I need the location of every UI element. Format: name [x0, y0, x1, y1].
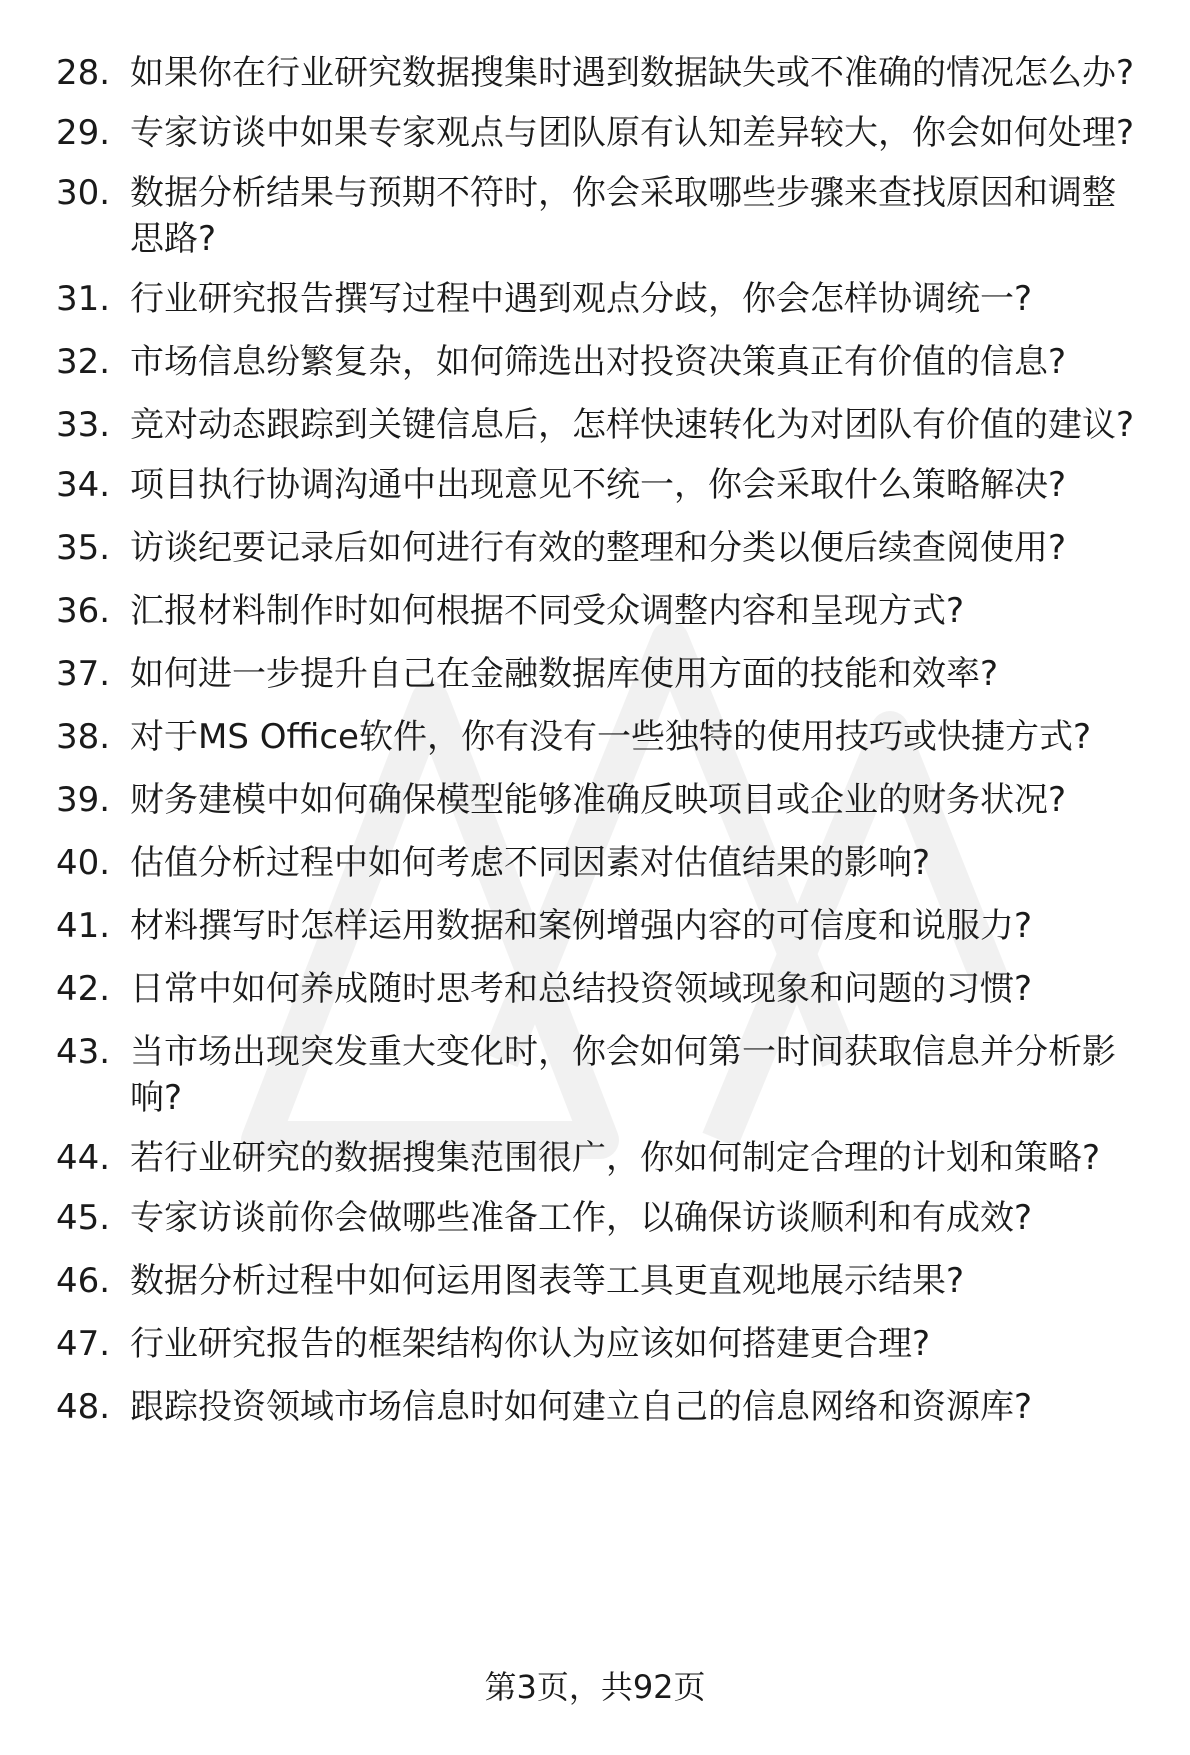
list-item [56, 170, 1146, 262]
question-number: 38. [56, 717, 111, 757]
list-item [56, 402, 1146, 448]
question-text: 数据分析过程中如何运用图表等工具更直观地展示结果? [130, 1261, 965, 1301]
question-text: 跟踪投资领域市场信息时如何建立自己的信息网络和资源库? [130, 1387, 1033, 1427]
question-text: 专家访谈中如果专家观点与团队原有认知差异较大，你会如何处理? [130, 113, 1135, 153]
list-item [56, 1135, 1146, 1181]
question-number: 31. [56, 279, 111, 319]
question-text: 汇报材料制作时如何根据不同受众调整内容和呈现方式? [130, 591, 965, 631]
question-text: 若行业研究的数据搜集范围很广，你如何制定合理的计划和策略? [130, 1138, 1101, 1178]
question-number: 37. [56, 654, 111, 694]
list-item [56, 903, 1146, 949]
question-text: 行业研究报告撰写过程中遇到观点分歧，你会怎样协调统一? [130, 279, 1033, 319]
question-number: 36. [56, 591, 111, 631]
question-number: 35. [56, 528, 111, 568]
page-number: 第3页，共92页 [484, 1668, 706, 1706]
list-item [56, 1195, 1146, 1241]
question-number: 39. [56, 780, 111, 820]
question-text: 专家访谈前你会做哪些准备工作，以确保访谈顺利和有成效? [130, 1198, 1033, 1238]
list-item [56, 777, 1146, 823]
question-number: 33. [56, 405, 111, 445]
question-number: 47. [56, 1324, 111, 1364]
list-item [56, 525, 1146, 571]
question-text: 估值分析过程中如何考虑不同因素对估值结果的影响? [130, 843, 931, 883]
question-number: 28. [56, 53, 111, 93]
question-text: 如果你在行业研究数据搜集时遇到数据缺失或不准确的情况怎么办? [130, 53, 1135, 93]
question-number: 42. [56, 969, 111, 1009]
list-item [56, 110, 1146, 156]
list-item [56, 339, 1146, 385]
question-text: 当市场出现突发重大变化时，你会如何第一时间获取信息并分析影响? [130, 1032, 1116, 1118]
question-text: 行业研究报告的框架结构你认为应该如何搭建更合理? [130, 1324, 931, 1364]
question-number: 34. [56, 465, 111, 505]
list-item [56, 966, 1146, 1012]
list-item [56, 588, 1146, 634]
question-number: 43. [56, 1032, 111, 1072]
list-item [56, 50, 1146, 96]
question-number: 30. [56, 173, 111, 213]
question-text: 材料撰写时怎样运用数据和案例增强内容的可信度和说服力? [130, 906, 1033, 946]
question-text: 访谈纪要记录后如何进行有效的整理和分类以便后续查阅使用? [130, 528, 1067, 568]
question-text: 竞对动态跟踪到关键信息后，怎样快速转化为对团队有价值的建议? [130, 405, 1135, 445]
question-text: 日常中如何养成随时思考和总结投资领域现象和问题的习惯? [130, 969, 1033, 1009]
list-item [56, 1321, 1146, 1367]
question-number: 41. [56, 906, 111, 946]
question-text: 市场信息纷繁复杂，如何筛选出对投资决策真正有价值的信息? [130, 342, 1067, 382]
list-item [56, 462, 1146, 508]
question-number: 29. [56, 113, 111, 153]
question-text: 项目执行协调沟通中出现意见不统一，你会采取什么策略解决? [130, 465, 1067, 505]
list-item [56, 1029, 1146, 1121]
list-item [56, 276, 1146, 322]
question-number: 45. [56, 1198, 111, 1238]
question-number: 40. [56, 843, 111, 883]
question-number: 44. [56, 1138, 111, 1178]
list-item [56, 714, 1146, 760]
question-number: 32. [56, 342, 111, 382]
question-text: 如何进一步提升自己在金融数据库使用方面的技能和效率? [130, 654, 999, 694]
list-item [56, 651, 1146, 697]
question-text: 数据分析结果与预期不符时，你会采取哪些步骤来查找原因和调整思路? [130, 173, 1116, 259]
question-text: 财务建模中如何确保模型能够准确反映项目或企业的财务状况? [130, 780, 1067, 820]
list-item [56, 1384, 1146, 1430]
question-number: 46. [56, 1261, 111, 1301]
question-text: 对于MS Office软件，你有没有一些独特的使用技巧或快捷方式? [130, 717, 1092, 757]
list-item [56, 840, 1146, 886]
list-item [56, 1258, 1146, 1304]
question-list [56, 50, 1146, 1430]
question-number: 48. [56, 1387, 111, 1427]
